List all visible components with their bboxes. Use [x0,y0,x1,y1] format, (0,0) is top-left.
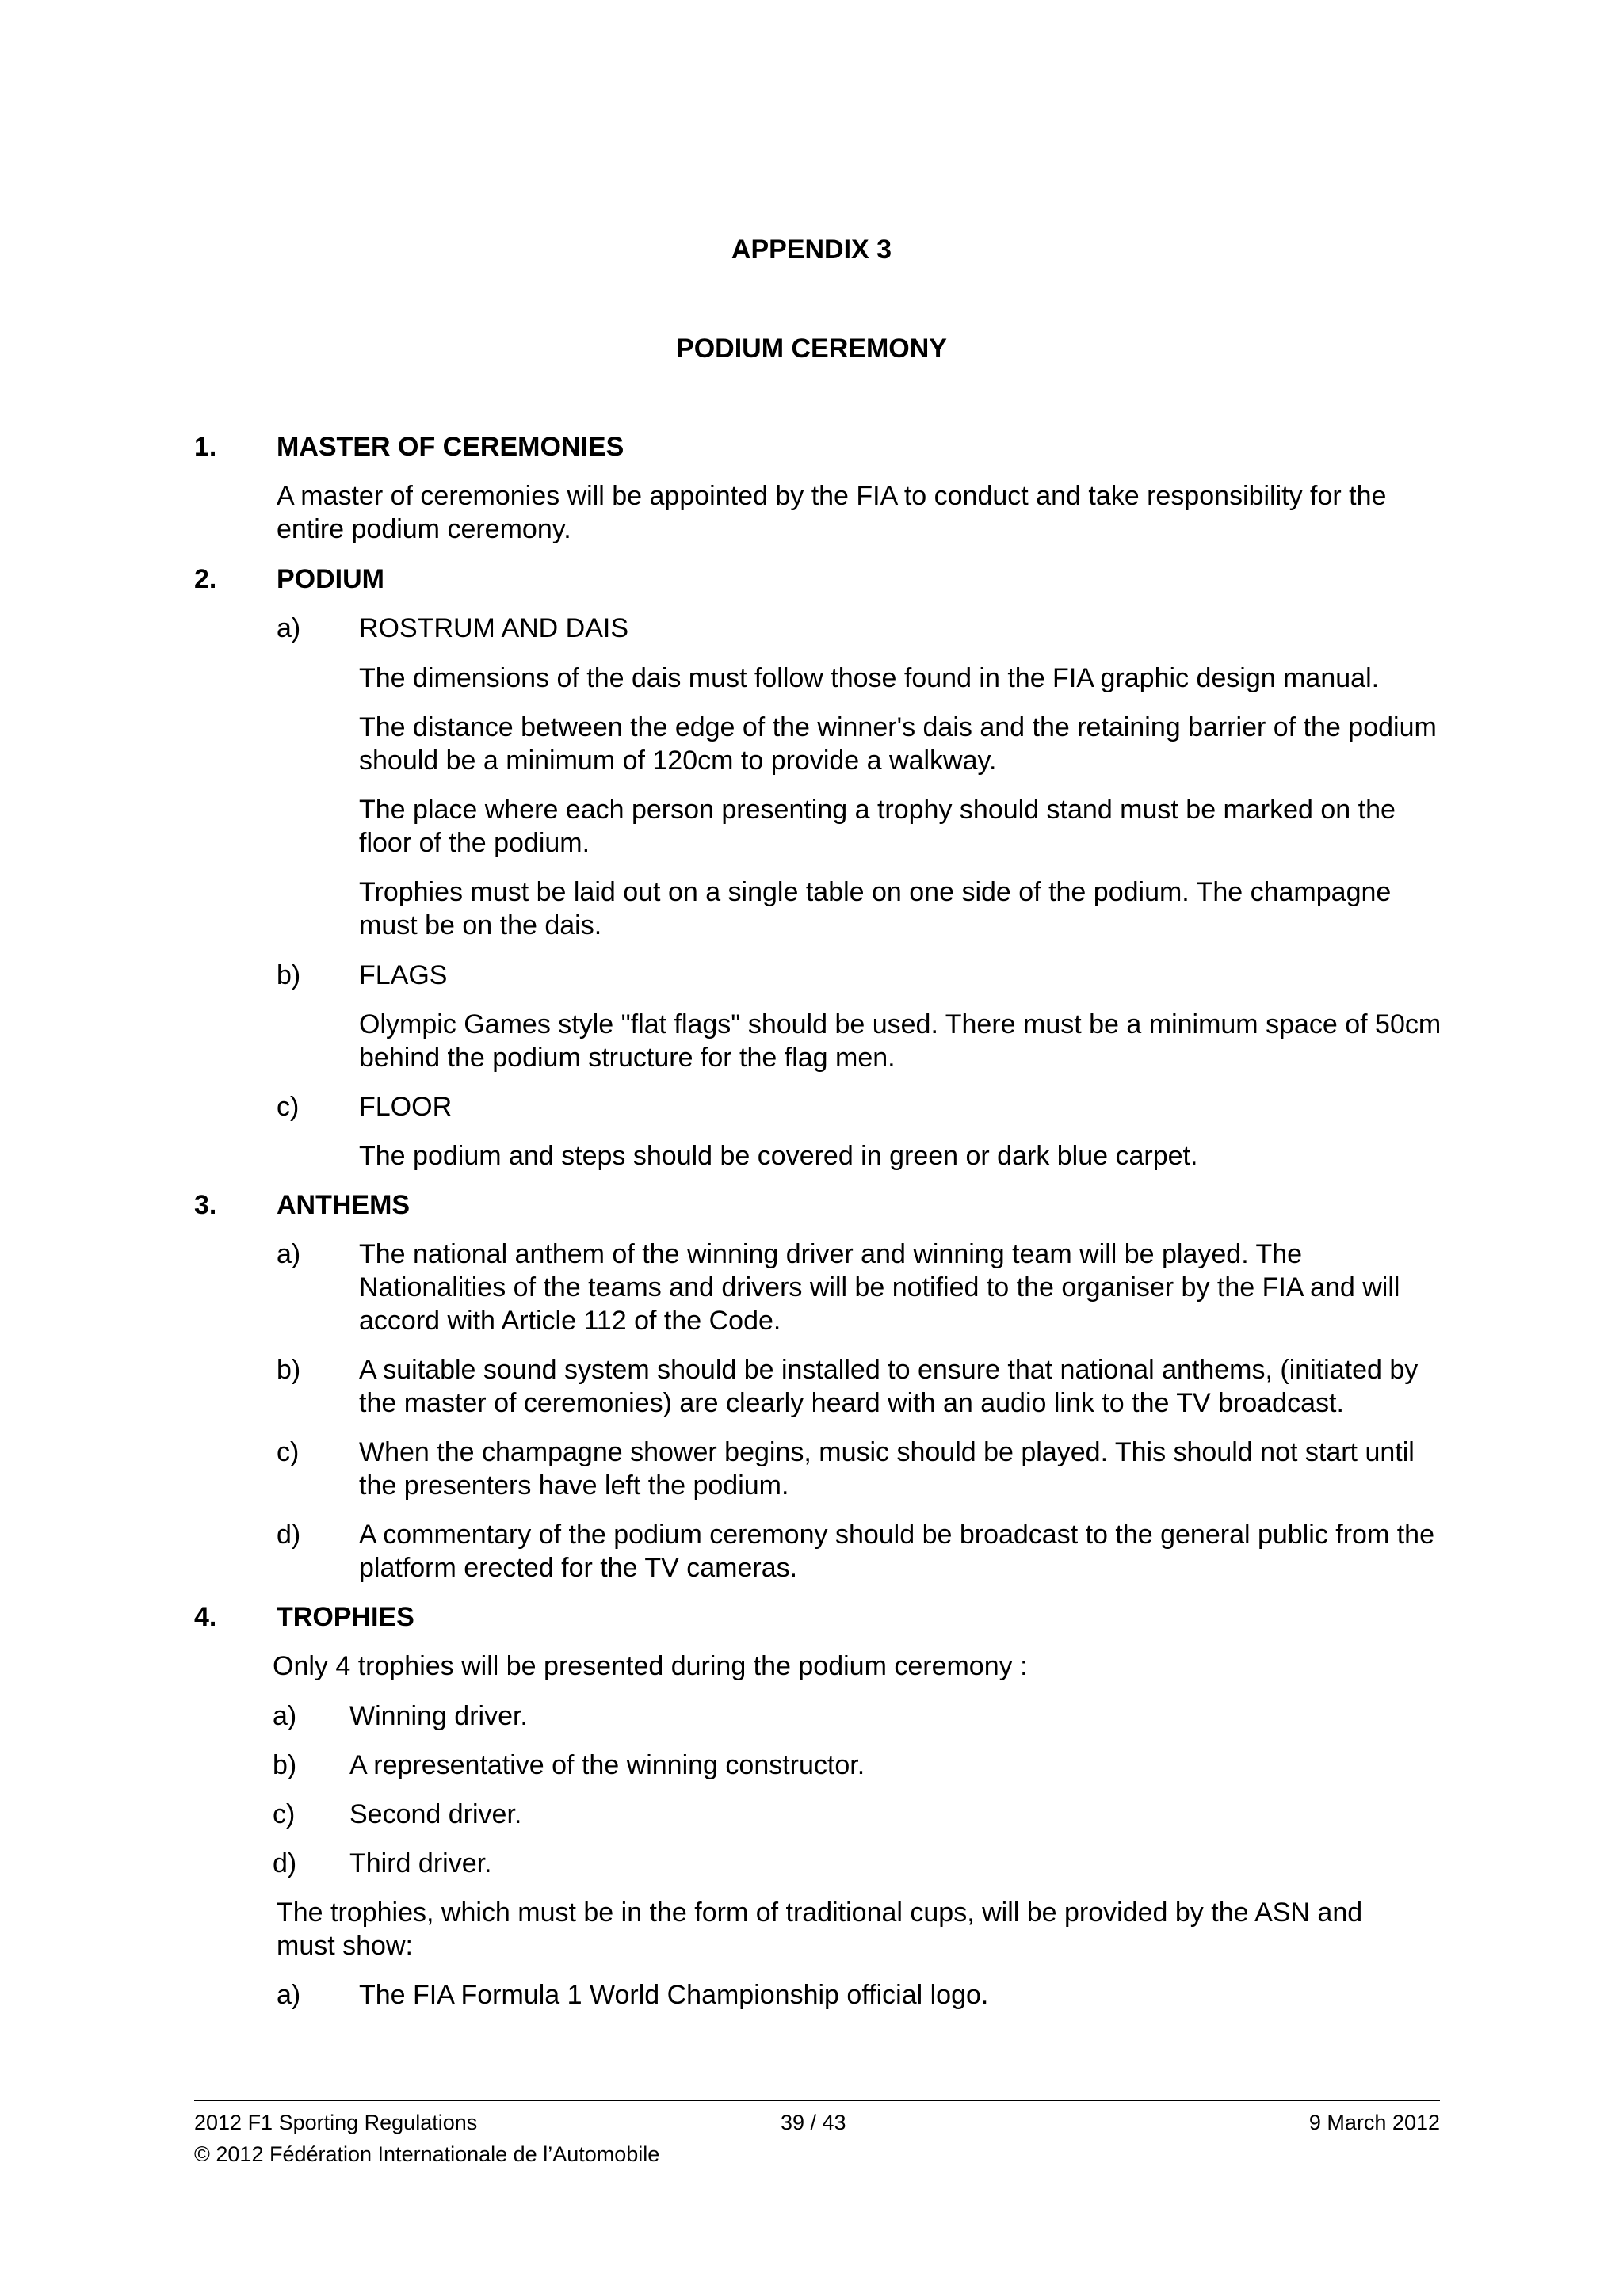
item-label-3a: a) [277,1239,301,1269]
paragraph-2a-1: The dimensions of the dais must follow those found in the FIA graphic design manual. [359,663,1380,693]
section-heading-1: MASTER OF CEREMONIES [277,432,624,462]
appendix-label: APPENDIX 3 [731,235,892,265]
item-text-3a: The national anthem of the winning driver and winning team will be played. The Nationalities of the teams and drivers will be notified to the organiser by the FIA and will accord with Article 112 of the Code. [359,1239,1400,1336]
section-heading-4: TROPHIES [277,1602,414,1632]
footer-divider [194,2100,1440,2101]
trophy-text-b: A representative of the winning constructor. [349,1750,865,1780]
page-title: PODIUM CEREMONY [676,334,947,364]
item-text-3d: A commentary of the podium ceremony should be broadcast to the general public from the platform erected for the TV cameras. [359,1520,1434,1583]
item-label-2c: c) [277,1092,300,1122]
item-title-2a: ROSTRUM AND DAIS [359,613,629,643]
item-label-3c: c) [277,1437,300,1467]
item-text-3b: A suitable sound system should be installed to ensure that national anthems, (initiated by the master of ceremonies) are clearly heard with an audio link to the TV broadcast. [359,1355,1419,1418]
show-label-a: a) [277,1980,301,2010]
section-1-text: A master of ceremonies will be appointed by the FIA to conduct and take responsibility for the entire podium ceremony. [277,481,1387,544]
footer-copyright: © 2012 Fédération Internationale de l’Automobile [194,2142,660,2166]
paragraph-2a-2: The distance between the edge of the winner's dais and the retaining barrier of the podium should be a minimum of 120cm to provide a walkway. [359,712,1437,776]
trophies-intro: Only 4 trophies will be presented during the podium ceremony : [273,1651,1028,1681]
paragraph-2a-3: The place where each person presenting a trophy should stand must be marked on the floor of the podium. [359,795,1396,858]
section-heading-3: ANTHEMS [277,1190,411,1220]
trophy-label-b: b) [273,1750,297,1780]
item-title-2b: FLAGS [359,960,448,990]
section-number-1: 1. [194,432,217,462]
footer-page-number: 39 / 43 [781,2111,846,2134]
show-text-a: The FIA Formula 1 World Championship official logo. [359,1980,989,2010]
trophies-requirements-text: The trophies, which must be in the form of traditional cups, will be provided by the ASN and must show: [277,1897,1363,1961]
section-number-4: 4. [194,1602,217,1632]
item-label-3d: d) [277,1520,301,1550]
paragraph-2c-1: The podium and steps should be covered in green or dark blue carpet. [359,1141,1198,1171]
footer-date: 9 March 2012 [1308,2111,1440,2134]
trophy-text-d: Third driver. [349,1848,492,1878]
item-title-2c: FLOOR [359,1092,453,1122]
item-label-3b: b) [277,1355,301,1385]
trophy-text-c: Second driver. [349,1799,522,1829]
section-number-2: 2. [194,564,217,594]
item-text-3c: When the champagne shower begins, music should be played. This should not start until the presenters have left the podium. [359,1437,1415,1501]
trophy-label-d: d) [273,1848,297,1878]
section-number-3: 3. [194,1190,217,1220]
section-heading-2: PODIUM [277,564,384,594]
paragraph-2a-4: Trophies must be laid out on a single table on one side of the podium. The champagne must be on the dais. [359,877,1392,940]
trophy-text-a: Winning driver. [349,1701,528,1731]
footer-document-title: 2012 F1 Sporting Regulations [194,2111,478,2134]
item-label-2a: a) [277,613,301,643]
trophy-label-c: c) [273,1799,296,1829]
item-label-2b: b) [277,960,301,990]
trophy-label-a: a) [273,1701,297,1731]
paragraph-2b-1: Olympic Games style "flat flags" should be used. There must be a minimum space of 50cm behind the podium structure for the flag men. [359,1009,1442,1073]
